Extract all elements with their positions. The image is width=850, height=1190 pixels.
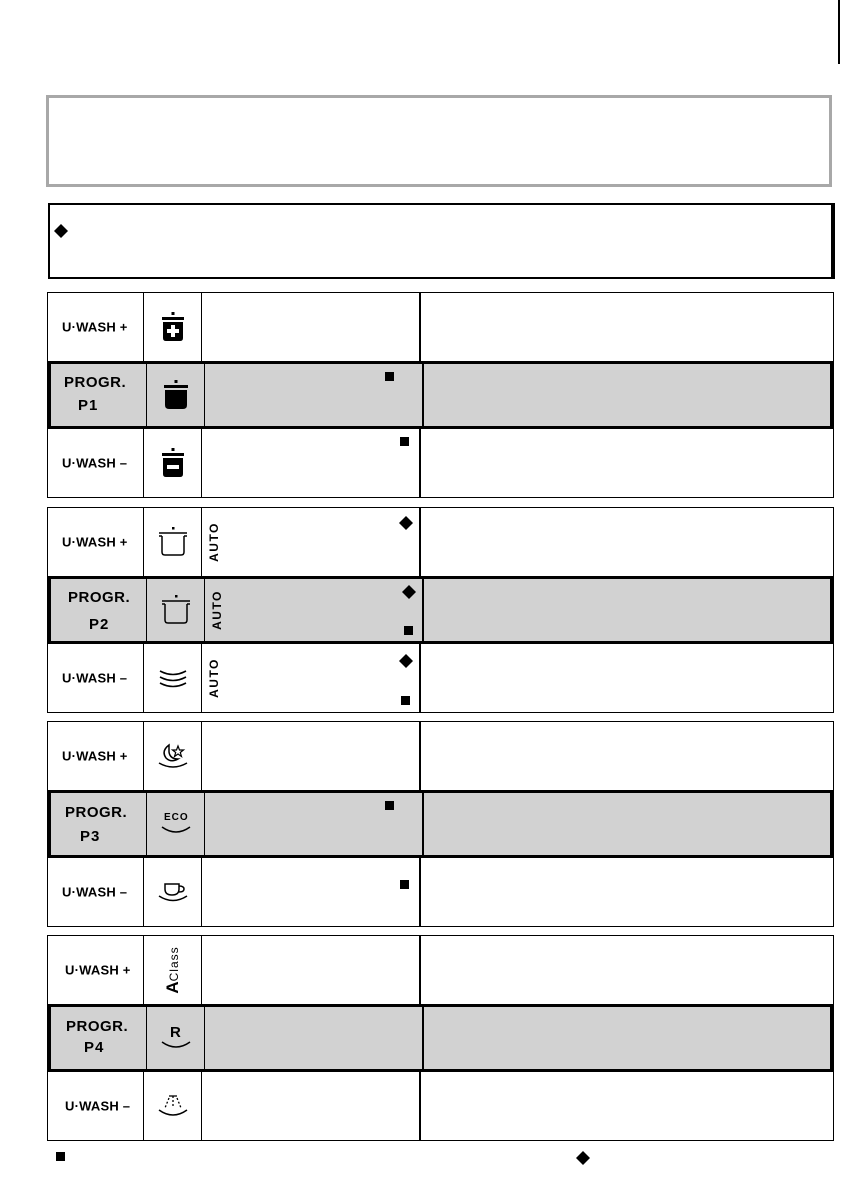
- diamond-icon: [54, 224, 68, 238]
- program-group-p4: [47, 935, 834, 1141]
- progr-label: PROGR.: [66, 1018, 129, 1035]
- pot-auto-icon: [158, 527, 188, 557]
- uwash-plus-label: U·WASH +: [65, 962, 131, 978]
- square-icon: [385, 372, 394, 381]
- auto-label: AUTO: [210, 590, 224, 630]
- uwash-minus-label: U·WASH –: [65, 1098, 131, 1114]
- cup-icon: [157, 881, 189, 903]
- rinse-icon: [157, 1094, 189, 1118]
- header-box: [46, 95, 832, 187]
- uwash-plus-label: U·WASH +: [62, 748, 128, 764]
- square-icon: [385, 801, 394, 810]
- progr-label: PROGR.: [68, 589, 131, 606]
- table-row: [48, 858, 833, 926]
- uwash-minus-label: U·WASH –: [62, 670, 128, 686]
- waves-icon: [159, 668, 187, 688]
- auto-label: AUTO: [207, 522, 221, 562]
- a-class-text: Class: [167, 946, 181, 982]
- uwash-plus-label: U·WASH +: [62, 534, 128, 550]
- a-class-icon: [163, 946, 183, 993]
- pot-solid-icon: [162, 380, 190, 410]
- square-icon: [401, 696, 410, 705]
- crop-mark-icon: [838, 0, 850, 64]
- eco-icon: [160, 812, 192, 836]
- night-icon: [157, 743, 189, 769]
- diamond-icon: [402, 585, 416, 599]
- diamond-icon: [399, 516, 413, 530]
- rapid-icon-text: R: [170, 1024, 181, 1041]
- pot-auto-icon: [161, 595, 191, 625]
- uwash-minus-label: U·WASH –: [62, 455, 128, 471]
- program-group-p2: [47, 507, 834, 713]
- uwash-plus-label: U·WASH +: [62, 319, 128, 335]
- table-row: [48, 361, 833, 429]
- square-icon: [400, 437, 409, 446]
- table-row: [48, 722, 833, 790]
- program-number: P2: [89, 616, 110, 633]
- uwash-minus-label: U·WASH –: [62, 884, 128, 900]
- auto-label: AUTO: [207, 658, 221, 698]
- program-group-p3: [47, 721, 834, 927]
- legend-diamond-icon: [576, 1151, 590, 1165]
- table-row: [48, 790, 833, 858]
- program-group-p1: [47, 292, 834, 498]
- table-row: [48, 1004, 833, 1072]
- square-icon: [400, 880, 409, 889]
- rapid-icon: [160, 1025, 192, 1051]
- progr-label: PROGR.: [64, 374, 127, 391]
- table-row: [48, 1072, 833, 1140]
- table-row: [48, 508, 833, 576]
- pot-plus-icon: [160, 312, 186, 342]
- square-icon: [404, 626, 413, 635]
- pot-minus-icon: [160, 448, 186, 478]
- a-class-letter: A: [163, 981, 182, 994]
- table-row: [48, 293, 833, 361]
- program-number: P4: [84, 1039, 105, 1056]
- program-number: P1: [78, 397, 99, 414]
- eco-icon-text: ECO: [164, 812, 189, 823]
- diamond-icon: [399, 654, 413, 668]
- table-row: [48, 576, 833, 644]
- table-row: [48, 429, 833, 497]
- program-number: P3: [80, 828, 101, 845]
- progr-label: PROGR.: [65, 804, 128, 821]
- legend-square-icon: [56, 1152, 65, 1161]
- table-row: [48, 936, 833, 1004]
- table-row: [48, 644, 833, 712]
- note-box: [48, 203, 835, 279]
